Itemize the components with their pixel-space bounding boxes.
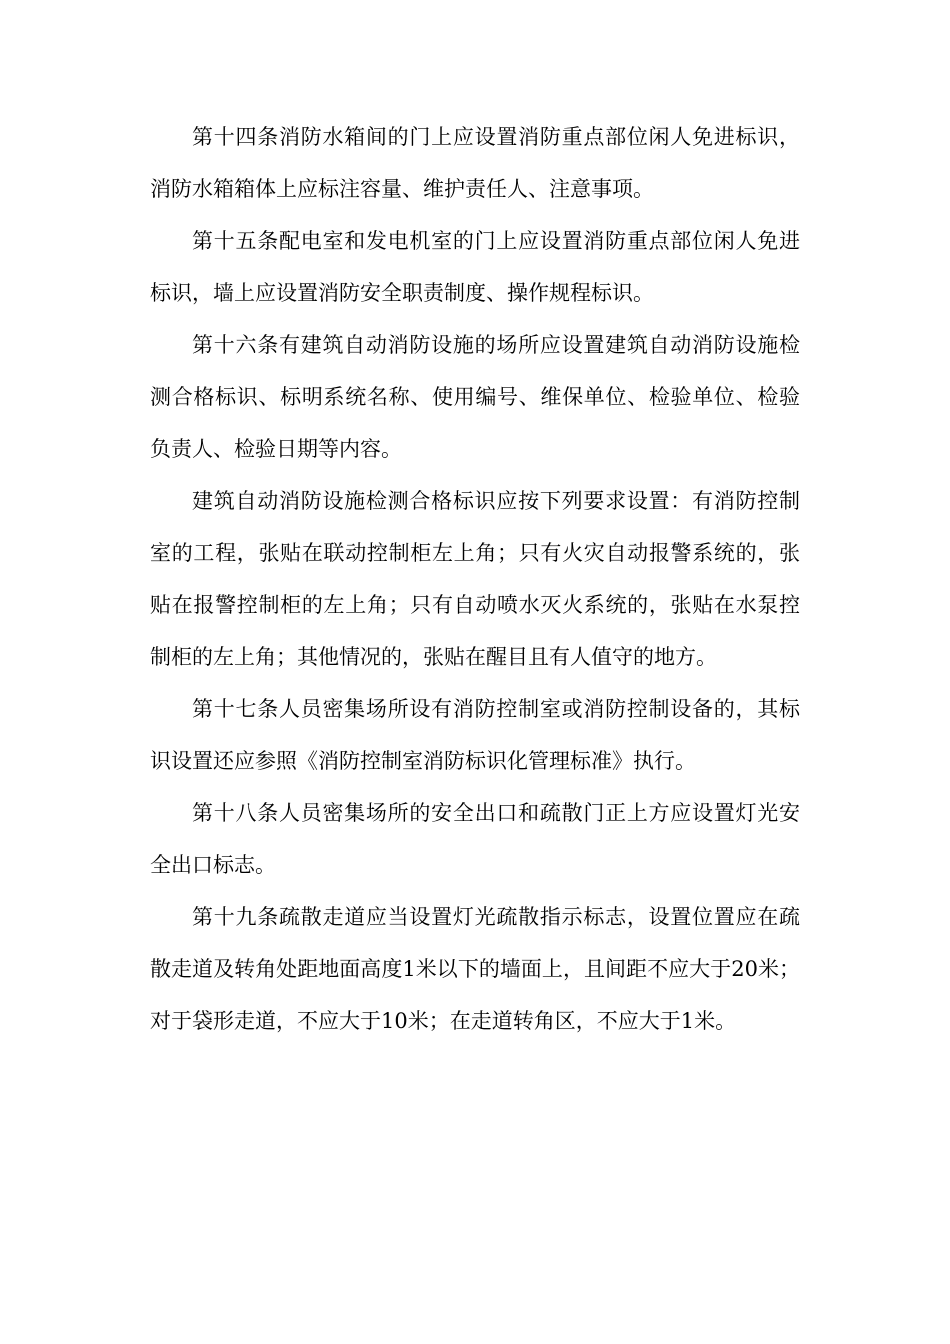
paragraph-article-19: 第十九条疏散走道应当设置灯光疏散指示标志，设置位置应在疏散走道及转角处距地面高度1米以下的墙面上，且间距不应大于20米；对于袋形走道，不应大于10米；在走道转角区，不应大于1米。	[150, 905, 800, 1033]
paragraph-article-14: 第十四条消防水箱间的门上应设置消防重点部位闲人免进标识，消防水箱箱体上应标注容量、维护责任人、注意事项。	[150, 125, 800, 201]
paragraph-label-placement: 建筑自动消防设施检测合格标识应按下列要求设置：有消防控制室的工程，张贴在联动控制柜左上角；只有火灾自动报警系统的，张贴在报警控制柜的左上角；只有自动喷水灭火系统的，张贴在水泵控制柜的左上角；其他情况的，张贴在醒目且有人值守的地方。	[150, 489, 800, 669]
paragraph-article-16: 第十六条有建筑自动消防设施的场所应设置建筑自动消防设施检测合格标识、标明系统名称、使用编号、维保单位、检验单位、检验负责人、检验日期等内容。	[150, 333, 800, 461]
paragraph-article-17: 第十七条人员密集场所设有消防控制室或消防控制设备的，其标识设置还应参照《消防控制室消防标识化管理标准》执行。	[150, 697, 800, 773]
paragraph-article-15: 第十五条配电室和发电机室的门上应设置消防重点部位闲人免进标识，墙上应设置消防安全职责制度、操作规程标识。	[150, 229, 800, 305]
paragraph-article-18: 第十八条人员密集场所的安全出口和疏散门正上方应设置灯光安全出口标志。	[150, 801, 800, 877]
document-body	[150, 111, 800, 1047]
